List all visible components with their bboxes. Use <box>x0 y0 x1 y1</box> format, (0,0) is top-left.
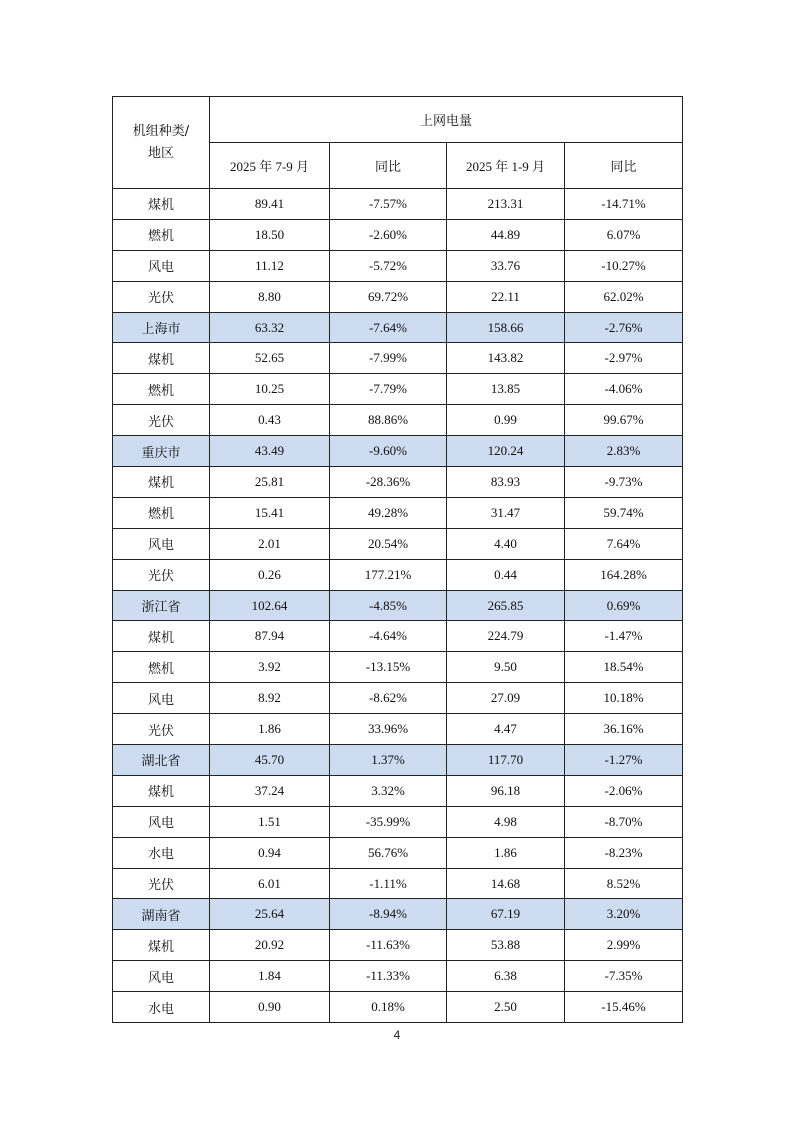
ytd-value: 117.70 <box>447 745 565 776</box>
ytd-yoy: 2.83% <box>565 436 683 467</box>
ytd-value: 2.50 <box>447 992 565 1023</box>
row-label: 光伏 <box>113 559 210 590</box>
ytd-value: 224.79 <box>447 621 565 652</box>
q3-value: 63.32 <box>210 312 330 343</box>
ytd-yoy: -2.76% <box>565 312 683 343</box>
q3-yoy: -5.72% <box>330 250 447 281</box>
ytd-value: 4.47 <box>447 714 565 745</box>
row-label: 风电 <box>113 528 210 559</box>
region-row <box>113 899 683 930</box>
q3-yoy: -4.85% <box>330 590 447 621</box>
col-header-q3-yoy: 同比 <box>330 143 447 189</box>
table-row <box>113 930 683 961</box>
ytd-value: 0.99 <box>447 405 565 436</box>
q3-value: 87.94 <box>210 621 330 652</box>
table-row <box>113 497 683 528</box>
row-label: 燃机 <box>113 497 210 528</box>
row-label: 煤机 <box>113 467 210 498</box>
row-label: 煤机 <box>113 189 210 220</box>
row-label: 煤机 <box>113 775 210 806</box>
ytd-value: 33.76 <box>447 250 565 281</box>
ytd-yoy: 164.28% <box>565 559 683 590</box>
col-header-ytd-value: 2025 年 1-9 月 <box>447 143 565 189</box>
ytd-value: 4.98 <box>447 806 565 837</box>
table-row <box>113 467 683 498</box>
table-row <box>113 219 683 250</box>
table-row <box>113 559 683 590</box>
q3-value: 1.51 <box>210 806 330 837</box>
table-row <box>113 250 683 281</box>
q3-value: 6.01 <box>210 868 330 899</box>
ytd-value: 213.31 <box>447 189 565 220</box>
ytd-value: 120.24 <box>447 436 565 467</box>
table-row <box>113 837 683 868</box>
q3-value: 10.25 <box>210 374 330 405</box>
row-label: 光伏 <box>113 714 210 745</box>
q3-yoy: -11.63% <box>330 930 447 961</box>
ytd-yoy: 8.52% <box>565 868 683 899</box>
ytd-yoy: 3.20% <box>565 899 683 930</box>
q3-yoy: -11.33% <box>330 961 447 992</box>
region-row <box>113 745 683 776</box>
region-row <box>113 312 683 343</box>
q3-value: 89.41 <box>210 189 330 220</box>
ytd-value: 158.66 <box>447 312 565 343</box>
ytd-value: 9.50 <box>447 652 565 683</box>
table-row <box>113 528 683 559</box>
ytd-yoy: 7.64% <box>565 528 683 559</box>
ytd-yoy: 62.02% <box>565 281 683 312</box>
q3-yoy: -7.99% <box>330 343 447 374</box>
q3-yoy: -7.79% <box>330 374 447 405</box>
q3-yoy: -9.60% <box>330 436 447 467</box>
ytd-yoy: 18.54% <box>565 652 683 683</box>
q3-value: 52.65 <box>210 343 330 374</box>
corner-header-line2: 地区 <box>147 145 174 161</box>
q3-value: 1.84 <box>210 961 330 992</box>
q3-yoy: 49.28% <box>330 497 447 528</box>
ytd-yoy: -4.06% <box>565 374 683 405</box>
ytd-yoy: -1.47% <box>565 621 683 652</box>
ytd-value: 22.11 <box>447 281 565 312</box>
ytd-yoy: 10.18% <box>565 683 683 714</box>
q3-yoy: 3.32% <box>330 775 447 806</box>
ytd-yoy: 99.67% <box>565 405 683 436</box>
ytd-yoy: -15.46% <box>565 992 683 1023</box>
q3-value: 102.64 <box>210 590 330 621</box>
ytd-yoy: 36.16% <box>565 714 683 745</box>
row-label: 湖北省 <box>113 745 210 776</box>
table-body <box>113 189 683 1023</box>
q3-yoy: 1.37% <box>330 745 447 776</box>
q3-yoy: 20.54% <box>330 528 447 559</box>
row-label: 光伏 <box>113 281 210 312</box>
q3-yoy: -7.64% <box>330 312 447 343</box>
row-label: 水电 <box>113 837 210 868</box>
table-row <box>113 714 683 745</box>
row-label: 燃机 <box>113 652 210 683</box>
row-label: 煤机 <box>113 621 210 652</box>
table-row <box>113 652 683 683</box>
q3-value: 37.24 <box>210 775 330 806</box>
q3-yoy: 177.21% <box>330 559 447 590</box>
q3-yoy: 0.18% <box>330 992 447 1023</box>
q3-yoy: 69.72% <box>330 281 447 312</box>
q3-yoy: -13.15% <box>330 652 447 683</box>
q3-value: 0.43 <box>210 405 330 436</box>
table-row <box>113 281 683 312</box>
table-row <box>113 961 683 992</box>
q3-yoy: 56.76% <box>330 837 447 868</box>
ytd-value: 1.86 <box>447 837 565 868</box>
corner-header <box>113 97 210 189</box>
page-number: 4 <box>393 1028 401 1042</box>
col-header-ytd-yoy: 同比 <box>565 143 683 189</box>
ytd-value: 31.47 <box>447 497 565 528</box>
q3-value: 25.81 <box>210 467 330 498</box>
q3-value: 8.80 <box>210 281 330 312</box>
region-row <box>113 590 683 621</box>
ytd-yoy: 2.99% <box>565 930 683 961</box>
q3-value: 1.86 <box>210 714 330 745</box>
row-label: 光伏 <box>113 868 210 899</box>
ytd-value: 67.19 <box>447 899 565 930</box>
q3-value: 18.50 <box>210 219 330 250</box>
table-row <box>113 374 683 405</box>
ytd-value: 4.40 <box>447 528 565 559</box>
row-label: 湖南省 <box>113 899 210 930</box>
table-row <box>113 868 683 899</box>
row-label: 风电 <box>113 683 210 714</box>
ytd-value: 83.93 <box>447 467 565 498</box>
q3-value: 3.92 <box>210 652 330 683</box>
col-header-q3-value: 2025 年 7-9 月 <box>210 143 330 189</box>
q3-yoy: -28.36% <box>330 467 447 498</box>
ytd-yoy: -9.73% <box>565 467 683 498</box>
row-label: 上海市 <box>113 312 210 343</box>
q3-value: 8.92 <box>210 683 330 714</box>
row-label: 燃机 <box>113 374 210 405</box>
ytd-value: 53.88 <box>447 930 565 961</box>
ytd-yoy: 59.74% <box>565 497 683 528</box>
ytd-value: 143.82 <box>447 343 565 374</box>
region-row <box>113 436 683 467</box>
table-row <box>113 405 683 436</box>
row-label: 煤机 <box>113 343 210 374</box>
ytd-value: 13.85 <box>447 374 565 405</box>
q3-yoy: 88.86% <box>330 405 447 436</box>
q3-value: 15.41 <box>210 497 330 528</box>
ytd-value: 14.68 <box>447 868 565 899</box>
q3-yoy: -8.94% <box>330 899 447 930</box>
q3-yoy: -7.57% <box>330 189 447 220</box>
row-label: 风电 <box>113 806 210 837</box>
q3-value: 25.64 <box>210 899 330 930</box>
q3-yoy: -2.60% <box>330 219 447 250</box>
ytd-yoy: -1.27% <box>565 745 683 776</box>
ytd-value: 265.85 <box>447 590 565 621</box>
ytd-yoy: -2.06% <box>565 775 683 806</box>
ytd-value: 44.89 <box>447 219 565 250</box>
ytd-yoy: 6.07% <box>565 219 683 250</box>
q3-yoy: -8.62% <box>330 683 447 714</box>
row-label: 重庆市 <box>113 436 210 467</box>
table-row <box>113 992 683 1023</box>
q3-value: 2.01 <box>210 528 330 559</box>
ytd-yoy: -7.35% <box>565 961 683 992</box>
table-row <box>113 806 683 837</box>
ytd-value: 96.18 <box>447 775 565 806</box>
ytd-value: 27.09 <box>447 683 565 714</box>
q3-yoy: 33.96% <box>330 714 447 745</box>
ytd-yoy: -10.27% <box>565 250 683 281</box>
row-label: 风电 <box>113 250 210 281</box>
ytd-value: 0.44 <box>447 559 565 590</box>
electricity-table <box>112 96 683 1023</box>
q3-yoy: -35.99% <box>330 806 447 837</box>
ytd-value: 6.38 <box>447 961 565 992</box>
table-row <box>113 683 683 714</box>
table-row <box>113 775 683 806</box>
q3-value: 20.92 <box>210 930 330 961</box>
q3-value: 0.90 <box>210 992 330 1023</box>
table-row <box>113 343 683 374</box>
row-label: 风电 <box>113 961 210 992</box>
ytd-yoy: 0.69% <box>565 590 683 621</box>
row-label: 水电 <box>113 992 210 1023</box>
q3-yoy: -1.11% <box>330 868 447 899</box>
group-header: 上网电量 <box>210 97 683 143</box>
row-label: 浙江省 <box>113 590 210 621</box>
ytd-yoy: -8.23% <box>565 837 683 868</box>
q3-value: 11.12 <box>210 250 330 281</box>
q3-value: 43.49 <box>210 436 330 467</box>
table-row <box>113 621 683 652</box>
table-row <box>113 189 683 220</box>
q3-value: 0.26 <box>210 559 330 590</box>
row-label: 光伏 <box>113 405 210 436</box>
q3-value: 0.94 <box>210 837 330 868</box>
corner-header-line1: 机组种类/ <box>132 123 190 139</box>
ytd-yoy: -2.97% <box>565 343 683 374</box>
q3-value: 45.70 <box>210 745 330 776</box>
row-label: 煤机 <box>113 930 210 961</box>
q3-yoy: -4.64% <box>330 621 447 652</box>
ytd-yoy: -14.71% <box>565 189 683 220</box>
row-label: 燃机 <box>113 219 210 250</box>
ytd-yoy: -8.70% <box>565 806 683 837</box>
